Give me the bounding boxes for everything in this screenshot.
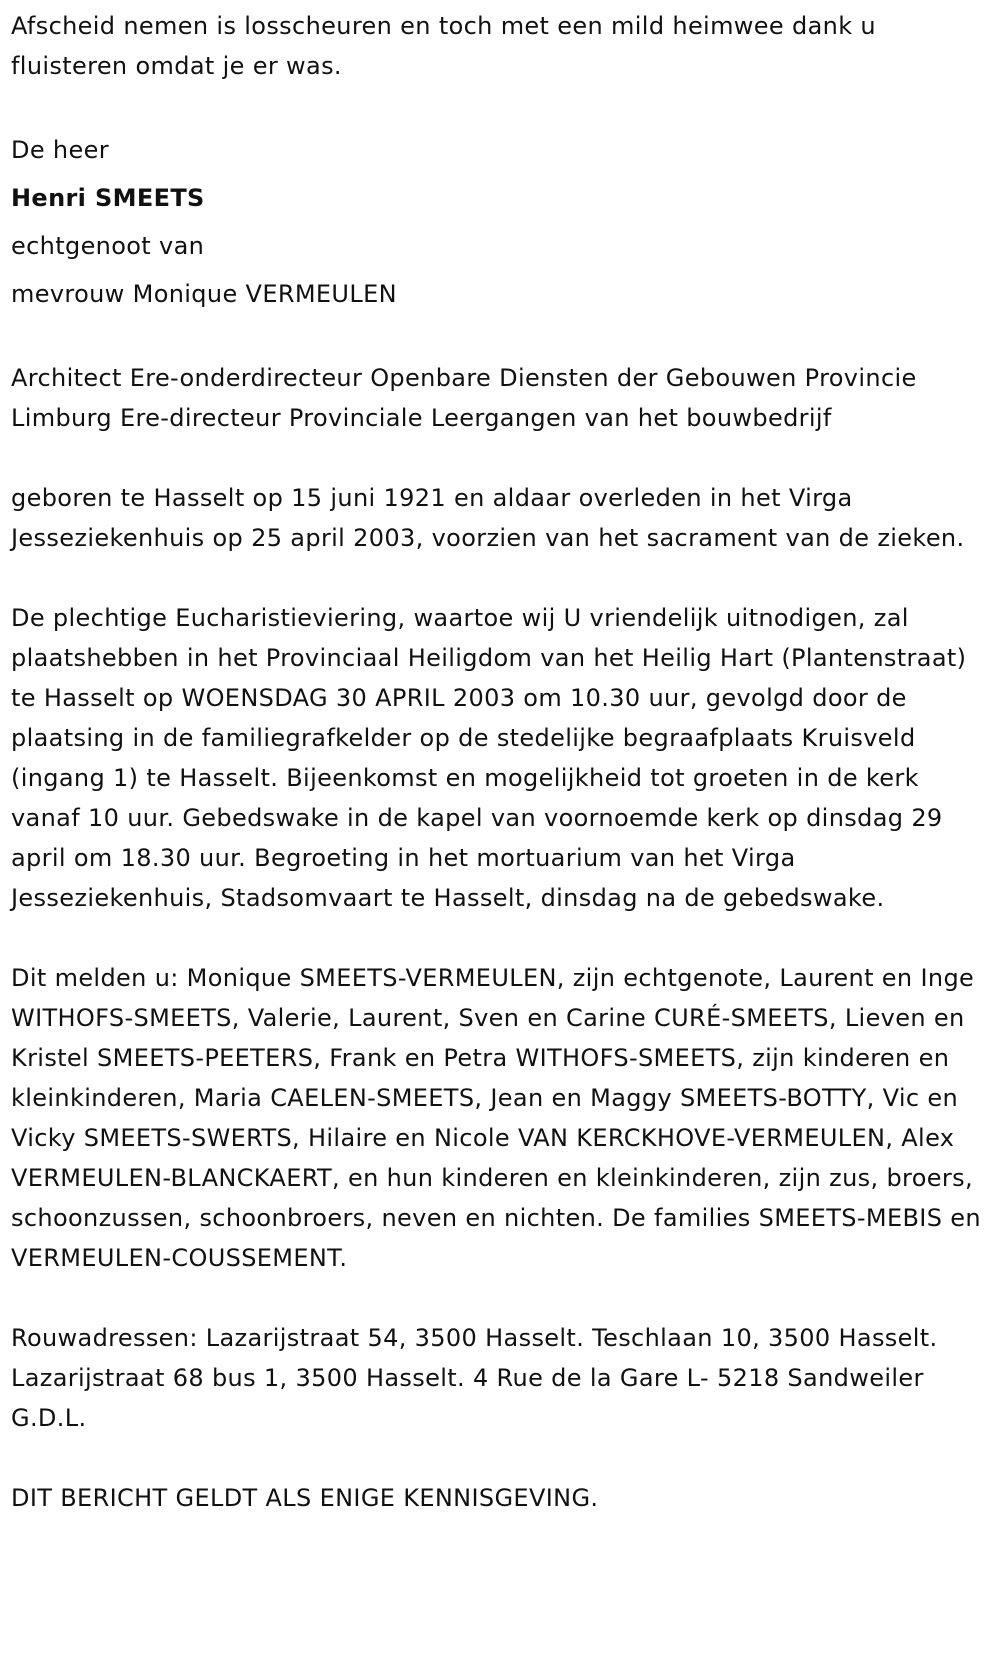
salutation: De heer bbox=[11, 136, 109, 164]
deceased-block bbox=[11, 126, 990, 318]
professional-titles: Architect Ere-onderdirecteur Openbare Diensten der Gebouwen Provincie Limburg Ere-directeur Provinciale Leergangen van het bouwbedrijf bbox=[11, 364, 917, 432]
opening-quote: Afscheid nemen is losscheuren en toch met een mild heimwee dank u fluisteren omdat je er was. bbox=[11, 12, 876, 80]
closing-notice: DIT BERICHT GELDT ALS ENIGE KENNISGEVING. bbox=[11, 1484, 599, 1512]
announcers-paragraph: Dit melden u: Monique SMEETS-VERMEULEN, zijn echtgenote, Laurent en Inge WITHOFS-SMEETS, Valerie, Laurent, Sven en Carine CURÉ-SMEETS, Lieven en Kristel SMEETS-PEETERS, Frank en Petra WITHOFS-SMEETS, zijn kinderen en kleinkinderen, Maria CAELEN-SMEETS, Jean en Maggy SMEETS-BOTTY, Vic en Vicky SMEETS-SWERTS, Hilaire en Nicole VAN KERCKHOVE-VERMEULEN, Alex VERMEULEN-BLANCKAERT, en hun kinderen en kleinkinderen, zijn zus, broers, schoonzussen, schoonbroers, neven en nichten. De families SMEETS-MEBIS en VERMEULEN-COUSSEMENT. bbox=[11, 964, 981, 1272]
relation-text: echtgenoot van bbox=[11, 232, 205, 260]
deceased-name: Henri SMEETS bbox=[11, 184, 205, 212]
spouse-name: mevrouw Monique VERMEULEN bbox=[11, 280, 397, 308]
ceremony-paragraph: De plechtige Eucharistieviering, waartoe wij U vriendelijk uitnodigen, zal plaatshebben in het Provinciaal Heiligdom van het Heilig Hart (Plantenstraat) te Hasselt op WOENSDAG 30 APRIL 2003 om 10.30 uur, gevolgd door de plaatsing in de familiegrafkelder op de stedelijke begraafplaats Kruisveld (ingang 1) te Hasselt. Bijeenkomst en mogelijkheid tot groeten in de kerk vanaf 10 uur. Gebedswake in de kapel van voornoemde kerk op dinsdag 29 april om 18.30 uur. Begroeting in het mortuarium van het Virga Jesseziekenhuis, Stadsomvaart te Hasselt, dinsdag na de gebedswake. bbox=[11, 604, 967, 912]
mourning-addresses: Rouwadressen: Lazarijstraat 54, 3500 Hasselt. Teschlaan 10, 3500 Hasselt. Lazarijstraat 68 bus 1, 3500 Hasselt. 4 Rue de la Gare L- 5218 Sandweiler G.D.L. bbox=[11, 1324, 938, 1432]
birth-death-paragraph: geboren te Hasselt op 15 juni 1921 en aldaar overleden in het Virga Jesseziekenhuis op 25 april 2003, voorzien van het sacrament van de zieken. bbox=[11, 484, 965, 552]
